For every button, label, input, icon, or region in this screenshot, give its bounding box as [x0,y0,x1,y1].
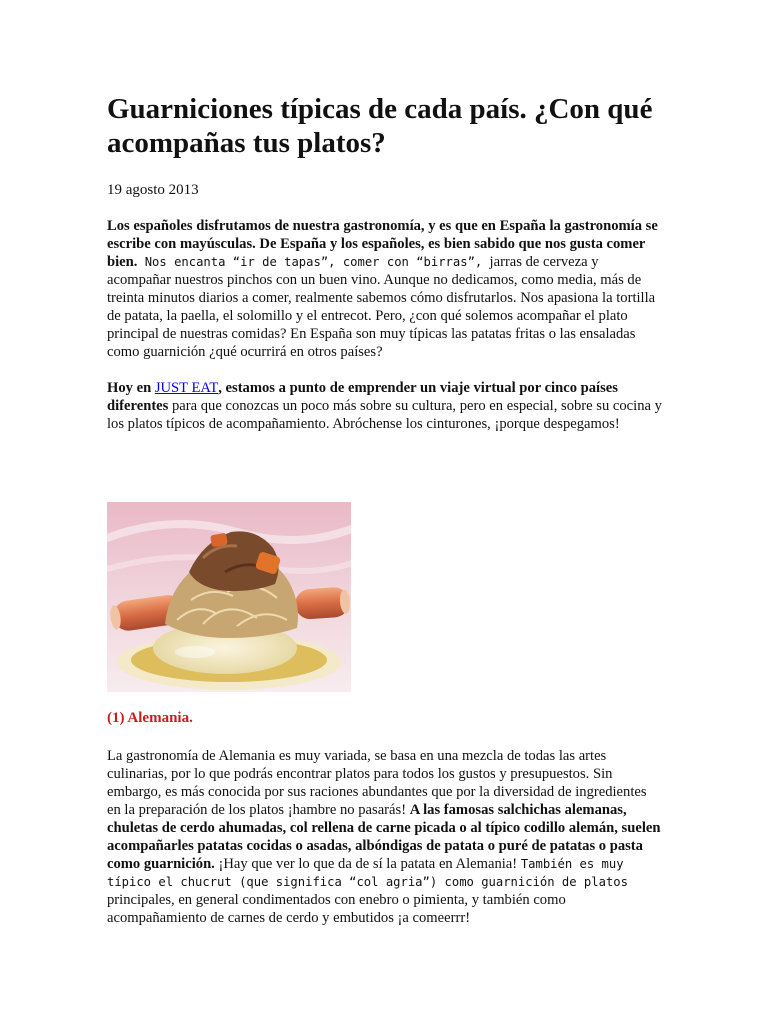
alemania-text-a: La gastronomía de Alemania es muy variada, se basa en una mezcla de todas las artes culinarias, por lo que podrás encontrar platos para todos los gustos y presupuestos. Sin embargo, es más conocida por sus raciones abundantes que por la diversidad de ingredientes en la preparación de los platos ¡hambre no pasarás! [107,748,647,818]
just-eat-link[interactable]: JUST EAT [154,380,219,396]
intro-bold-text: Los españoles disfrutamos de nuestra gastronomía, y es que en España la gastronomía se escribe con mayúsculas. De España y los españoles, es bien sabido que nos gusta comer bien. [107,218,658,270]
hoy-lead-text: Hoy en [107,380,152,396]
intro-paragraph [107,217,663,361]
food-photo [107,502,351,692]
article-title: Guarniciones típicas de cada país. ¿Con qué acompañas tus platos? [107,93,653,159]
hoy-bold-text: , estamos a punto de emprender un viaje virtual por cinco países diferentes [107,380,618,414]
alemania-bold-text: A las famosas salchichas alemanas, chuletas de cerdo ahumadas, col rellena de carne picada o al típico codillo alemán, suelen acompañarles patatas cocidas o asadas, albóndigas de patata o puré de patatas o pasta como guarnición. [107,802,661,872]
food-photo-illustration [107,502,351,692]
alemania-text-c: principales, en general condimentados con enebro o pimienta, y también como acompañamiento de carnes de cerdo y embutidos ¡a comeerrr! [107,892,566,926]
hoy-paragraph [107,379,663,433]
intro-mono-text: Nos encanta “ir de tapas”, comer con “birras”, [144,255,483,269]
alemania-text-b: ¡Hay que ver lo que da de sí la patata en Alemania! [218,856,518,872]
section-heading-alemania: (1) Alemania. [107,710,193,726]
alemania-paragraph [107,747,663,927]
hoy-rest-text: para que conozcas un poco más sobre su cultura, pero en especial, sobre su cocina y los platos típicos de acompañamiento. Abróchense los cinturones, ¡porque despegamos! [107,398,662,432]
article-date: 19 agosto 2013 [107,182,199,198]
alemania-mono-text: También es muy típico el chucrut (que significa “col agria”) como guarnición de platos [107,857,628,889]
intro-rest-text: jarras de cerveza y acompañar nuestros pinchos con un buen vino. Aunque no dedicamos, como media, más de treinta minutos diarios a comer, realmente sabemos cómo disfrutarlos. Nos apasiona la tortilla de patata, la paella, el solomillo y el entrecot. Pero, ¿con qué solemos acompañar el plato principal de nuestras comidas? En España son muy típicas las patatas fritas o las ensaladas como guarnición ¿qué ocurrirá en otros países? [107,254,656,360]
